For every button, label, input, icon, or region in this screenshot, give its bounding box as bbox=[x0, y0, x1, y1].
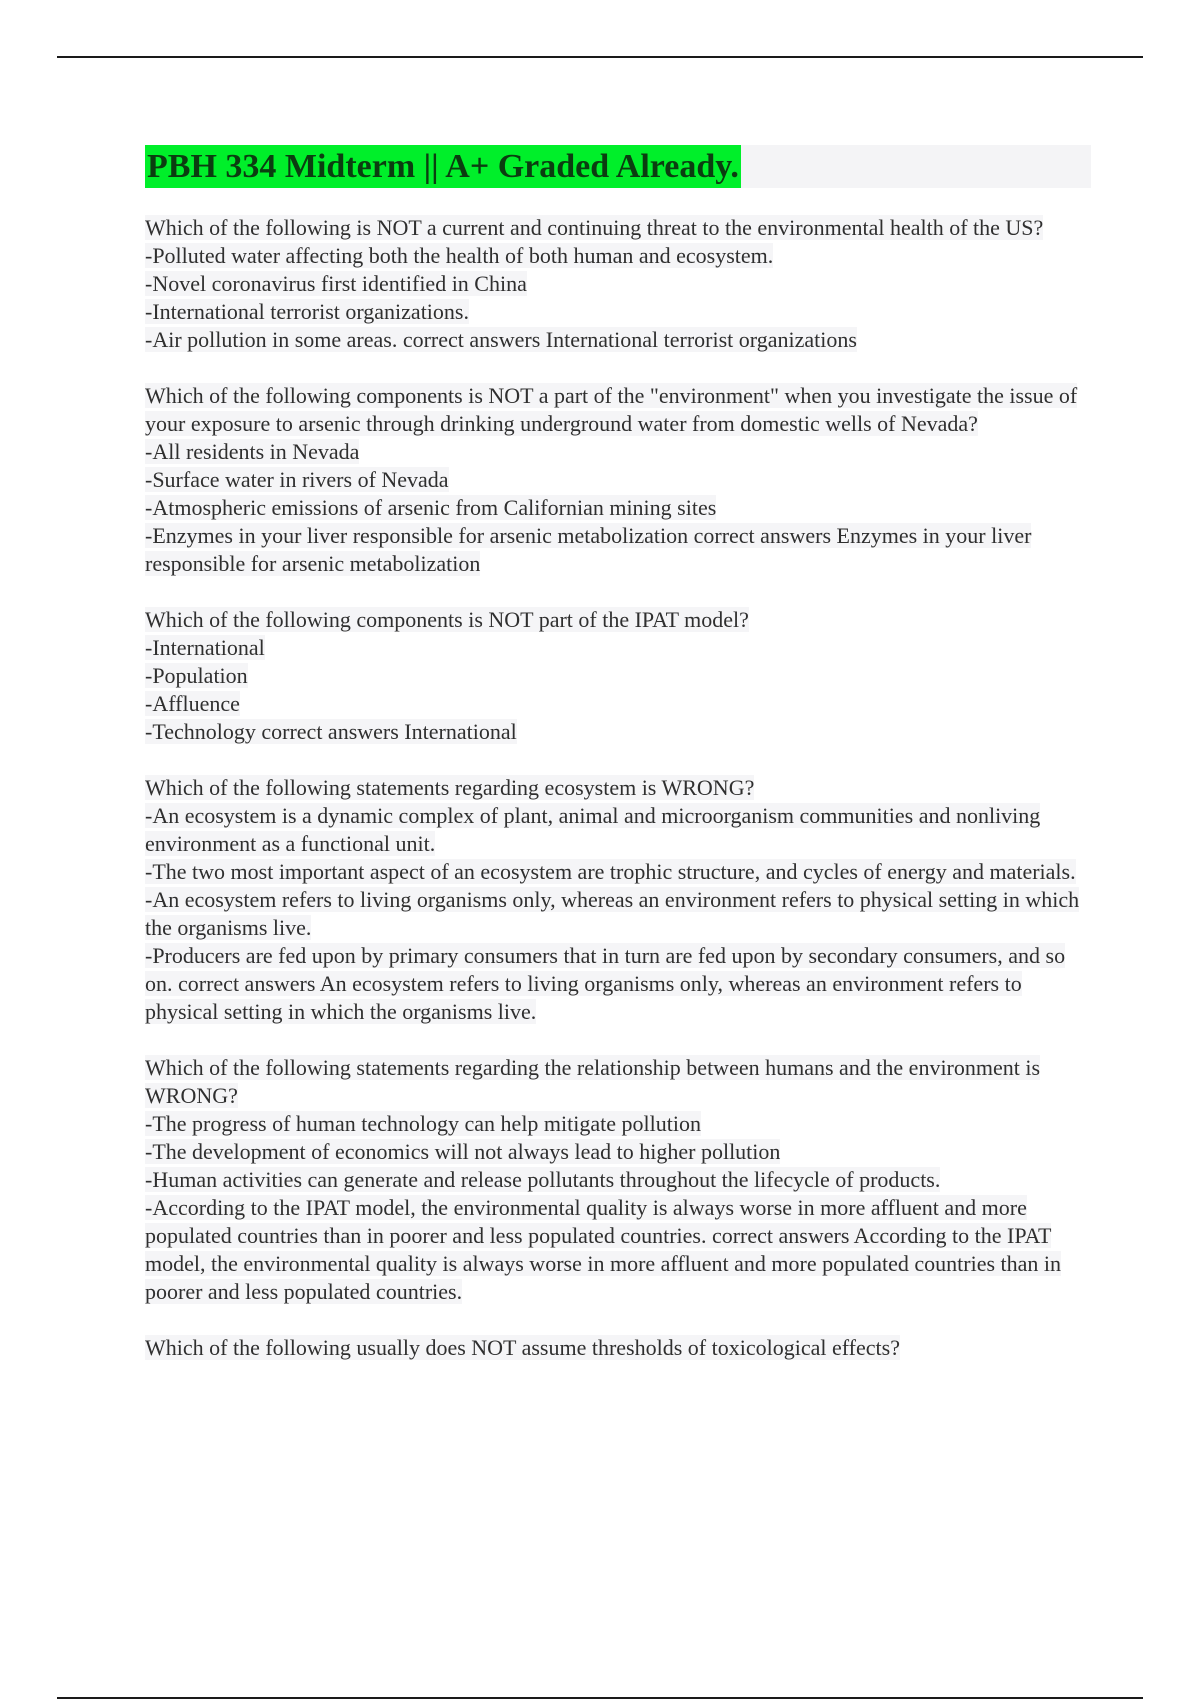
answer-option: -All residents in Nevada bbox=[145, 439, 360, 464]
question-text: Which of the following components is NOT a part of the "environment" when you investigate the issue of your exposure to arsenic through drinking underground water from domestic wells of Nevada? bbox=[145, 383, 1078, 436]
answer-option: -Technology correct answers International bbox=[145, 719, 517, 744]
question-text: Which of the following statements regarding the relationship between humans and the environment is WRONG? bbox=[145, 1055, 1041, 1108]
answer-option: -Novel coronavirus first identified in China bbox=[145, 271, 527, 296]
document-title: PBH 334 Midterm || A+ Graded Already. bbox=[145, 145, 741, 188]
answer-option: -Air pollution in some areas. correct answers International terrorist organizations bbox=[145, 327, 857, 352]
question-block bbox=[145, 1334, 1091, 1362]
answer-option: -The two most important aspect of an ecosystem are trophic structure, and cycles of energy and materials. bbox=[145, 859, 1076, 884]
answer-option: -International bbox=[145, 635, 265, 660]
answer-option: -Surface water in rivers of Nevada bbox=[145, 467, 449, 492]
question-text: Which of the following is NOT a current and continuing threat to the environmental health of the US? bbox=[145, 215, 1044, 240]
title-band bbox=[145, 145, 1091, 188]
answer-option: -Atmospheric emissions of arsenic from Californian mining sites bbox=[145, 495, 717, 520]
question-block bbox=[145, 774, 1091, 1026]
top-rule bbox=[57, 56, 1143, 58]
answer-option: -An ecosystem refers to living organisms only, whereas an environment refers to physical setting in which the organisms live. bbox=[145, 887, 1080, 940]
answer-option: -Human activities can generate and release pollutants throughout the lifecycle of products. bbox=[145, 1167, 941, 1192]
answer-option: -Affluence bbox=[145, 691, 240, 716]
question-block bbox=[145, 1054, 1091, 1306]
question-block bbox=[145, 606, 1091, 746]
question-block bbox=[145, 382, 1091, 578]
answer-option: -Population bbox=[145, 663, 248, 688]
answer-option: -The progress of human technology can help mitigate pollution bbox=[145, 1111, 701, 1136]
question-block bbox=[145, 214, 1091, 354]
question-text: Which of the following statements regarding ecosystem is WRONG? bbox=[145, 775, 755, 800]
document-body bbox=[145, 145, 1091, 1390]
question-text: Which of the following usually does NOT assume thresholds of toxicological effects? bbox=[145, 1335, 900, 1360]
answer-option: -The development of economics will not always lead to higher pollution bbox=[145, 1139, 781, 1164]
answer-option: -Enzymes in your liver responsible for arsenic metabolization correct answers Enzymes in your liver responsible for arsenic metabolization bbox=[145, 523, 1032, 576]
bottom-rule bbox=[57, 1697, 1143, 1699]
answer-option: -Polluted water affecting both the health of both human and ecosystem. bbox=[145, 243, 774, 268]
answer-option: -International terrorist organizations. bbox=[145, 299, 469, 324]
answer-option: -An ecosystem is a dynamic complex of plant, animal and microorganism communities and nonliving environment as a functional unit. bbox=[145, 803, 1041, 856]
question-text: Which of the following components is NOT part of the IPAT model? bbox=[145, 607, 749, 632]
answer-option: -According to the IPAT model, the environmental quality is always worse in more affluent and more populated countries than in poorer and less populated countries. correct answers According to the IPAT model, the environmental quality is always worse in more affluent and more populated countries than in poorer and less populated countries. bbox=[145, 1195, 1062, 1304]
answer-option: -Producers are fed upon by primary consumers that in turn are fed upon by secondary consumers, and so on. correct answers An ecosystem refers to living organisms only, whereas an environment refers to physical setting in which the organisms live. bbox=[145, 943, 1066, 1024]
